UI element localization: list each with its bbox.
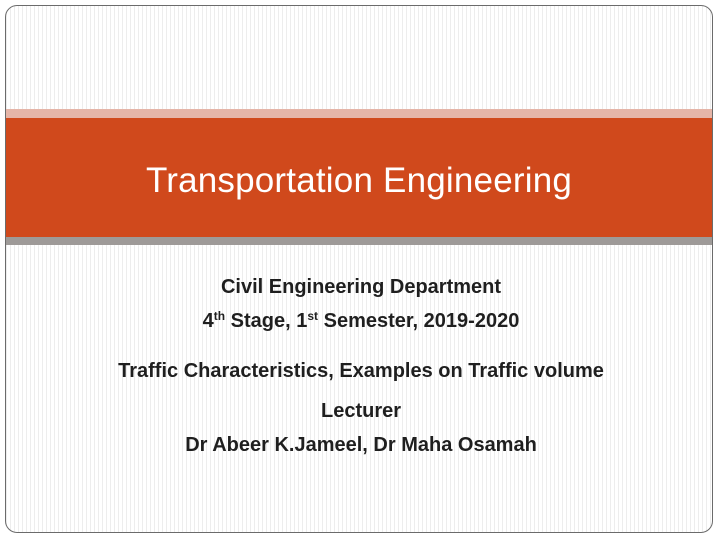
title-band-top-stripe <box>6 109 712 118</box>
stage-text: Stage, 1 <box>225 310 308 332</box>
lecturer-names: Dr Abeer K.Jameel, Dr Maha Osamah <box>185 434 537 456</box>
lecturer-label: Lecturer <box>320 400 402 422</box>
subtitle-block <box>6 270 713 462</box>
title-band <box>6 118 712 237</box>
slide-title: Transportation Engineering <box>145 160 573 200</box>
spacer <box>6 338 713 354</box>
topic-line: Traffic Characteristics, Examples on Traffic volume <box>118 360 604 382</box>
semester-superscript: st <box>307 309 319 323</box>
semester-text: Semester, 2019-2020 <box>318 310 520 332</box>
slide-frame <box>5 5 713 533</box>
stage-semester-line <box>6 304 713 338</box>
department-line: Civil Engineering Department <box>220 276 502 298</box>
stage-number: 4 <box>202 310 214 332</box>
title-band-bottom-stripe <box>6 237 712 245</box>
stage-superscript: th <box>213 309 226 323</box>
